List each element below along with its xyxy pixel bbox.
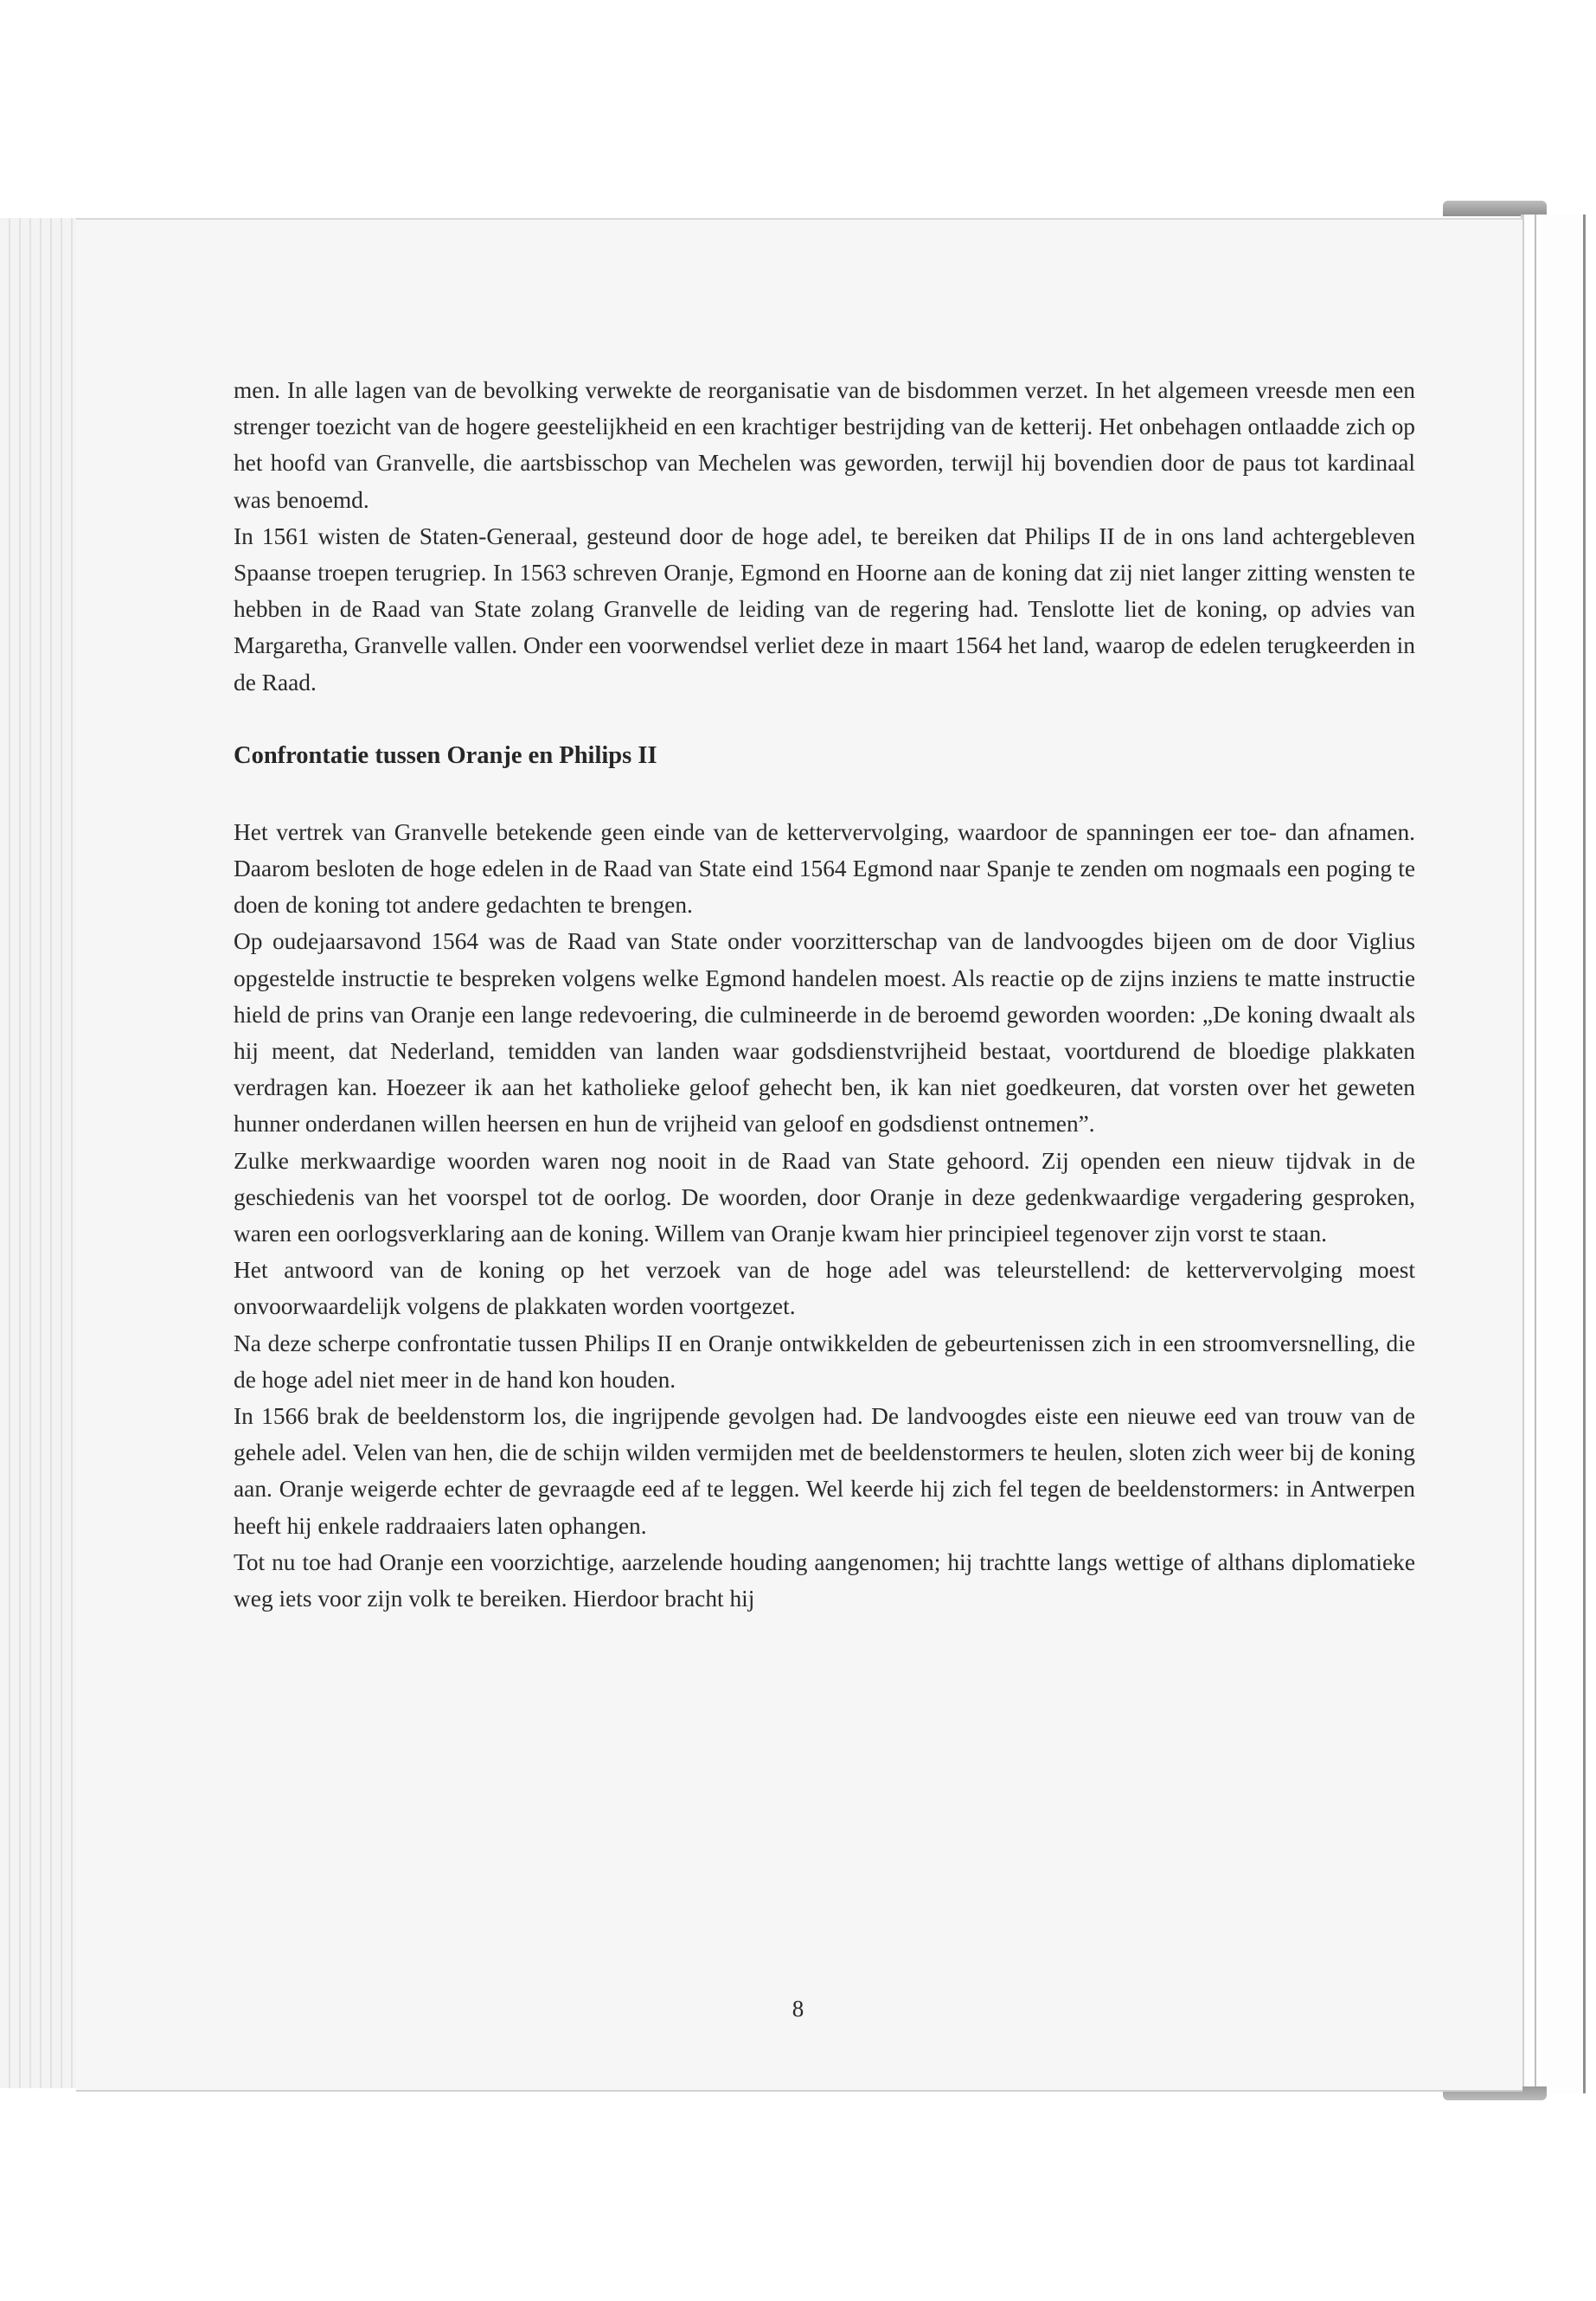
paragraph: Na deze scherpe confrontatie tussen Philips II en Oranje ontwikkelden de gebeurtenissen zich in een stroomversnelling, die de hoge adel niet meer in de hand kon houden. [234, 1330, 1415, 1393]
body-text [234, 372, 1415, 1617]
book-cover-edge [1521, 215, 1586, 2093]
paragraph: Op oudejaarsavond 1564 was de Raad van State onder voorzitterschap van de landvoogdes bijeen om de door Viglius opgestelde instructie te bespreken volgens welke Egmond handelen moest. Als reactie op de zijns inziens te matte instructie hield de prins van Oranje een lange redevoering, die culmineerde in de beroemd geworden woorden: „De koning dwaalt als hij meent, dat Nederland, temidden van landen waar godsdienstvrijheid bestaat, voortdurend de bloedige plakkaten verdragen kan. Hoezeer ik aan het katholieke geloof gehecht ben, ik kan niet goedkeuren, dat vorsten over het geweten hunner onderdanen willen heersen en hun de vrijheid van geloof en godsdienst ontnemen”. [234, 928, 1415, 1138]
section-heading: Confrontatie tussen Oranje en Philips II [234, 741, 657, 769]
paragraph: In 1566 brak de beeldenstorm los, die ingrijpende gevolgen had. De landvoogdes eiste een nieuwe eed van trouw van de gehele adel. Velen van hen, die de schijn wilden vermijden met de beeldenstormers te heulen, sloten zich weer bij de koning aan. Oranje weigerde echter de gevraagde eed af te leggen. Wel keerde hij zich fel tegen de beeldenstormers: in Antwerpen heeft hij enkele raddraaiers laten ophangen. [234, 1403, 1415, 1539]
paragraph: Zulke merkwaardige woorden waren nog nooit in de Raad van State gehoord. Zij openden een nieuw tijdvak in de geschiedenis van het voorspel tot de oorlog. De woorden, door Oranje in deze gedenkwaardige vergadering gesproken, waren een oorlogsverklaring aan de koning. Willem van Oranje kwam hier principieel tegenover zijn vorst te staan. [234, 1147, 1415, 1247]
paragraph: In 1561 wisten de Staten-Generaal, gesteund door de hoge adel, te bereiken dat Philips II de in ons land achtergebleven Spaanse troepen terugriep. In 1563 schreven Oranje, Egmond en Hoorne aan de koning dat zij niet langer zitting wensten te hebben in de Raad van State zolang Granvelle de leiding van de regering had. Tenslotte liet de koning, op advies van Margaretha, Granvelle vallen. Onder een voorwendsel verliet deze in maart 1564 het land, waarop de edelen terugkeerden in de Raad. [234, 522, 1415, 695]
page-number: 8 [792, 1996, 804, 2022]
paragraph: Het vertrek van Granvelle betekende geen einde van de kettervervolging, waardoor de spanningen eer toe- dan afnamen. Daarom besloten de hoge edelen in de Raad van State eind 1564 Egmond naar Spanje te zenden om nogmaals een poging te doen de koning tot andere gedachten te brengen. [234, 818, 1415, 919]
paragraph: Het antwoord van de koning op het verzoek van de hoge adel was teleurstellend: de kettervervolging moest onvoorwaardelijk volgens de plakkaten worden voortgezet. [234, 1257, 1415, 1320]
paragraph: men. In alle lagen van de bevolking verwekte de reorganisatie van de bisdommen verzet. In het algemeen vreesde men een strenger toezicht van de hogere geestelijkheid en een krachtiger bestrijding van de ketterij. Het onbehagen ontlaadde zich op het hoofd van Granvelle, die aartsbisschop van Mechelen was geworden, terwijl hij bovendien door de paus tot kardinaal was benoemd. [234, 377, 1415, 513]
paragraph: Tot nu toe had Oranje een voorzichtige, aarzelende houding aangenomen; hij trachtte langs wettige of althans diplomatieke weg iets voor zijn volk te bereiken. Hierdoor bracht hij [234, 1548, 1415, 1612]
page-stack-edge [0, 218, 78, 2088]
